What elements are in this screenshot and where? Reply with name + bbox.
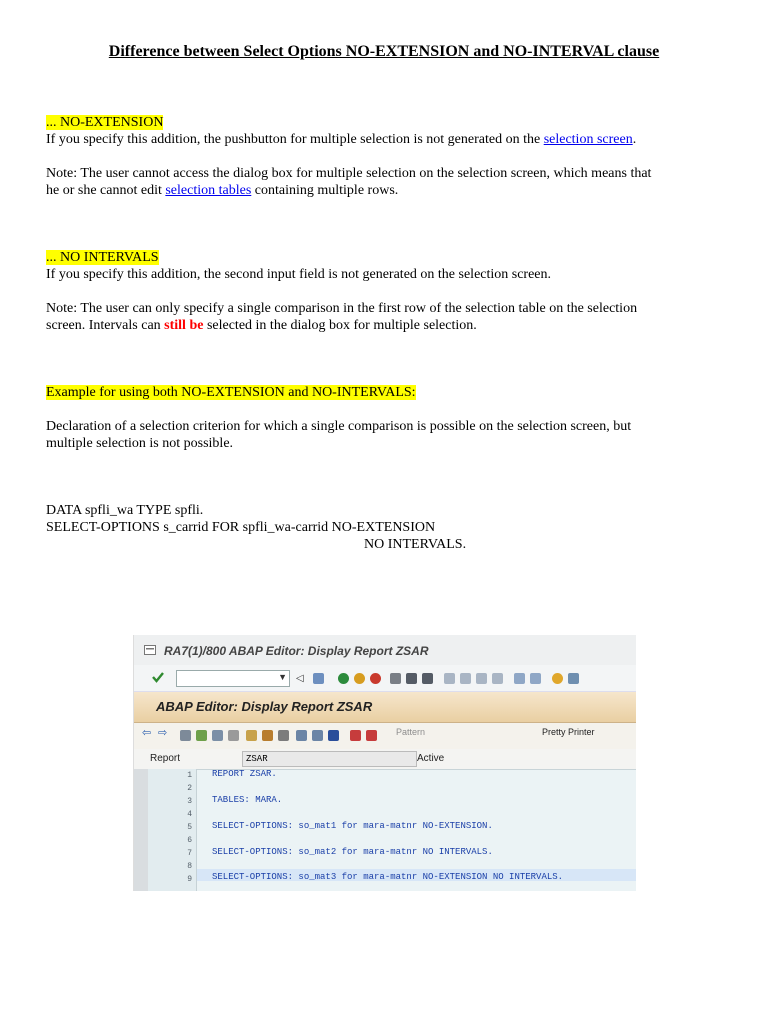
- info-icon[interactable]: [328, 730, 339, 741]
- object-list-icon[interactable]: [296, 730, 307, 741]
- print-icon[interactable]: [390, 673, 401, 684]
- code-example-line1: DATA spfli_wa TYPE spfli.: [46, 503, 204, 518]
- code-line: SELECT-OPTIONS: so_mat2 for mara-matnr NO INTERVALS.: [212, 847, 493, 857]
- no-extension-note-line1: Note: The user cannot access the dialog box for multiple selection on the selection screen, which means that: [46, 166, 652, 181]
- no-intervals-heading: ... NO INTERVALS: [46, 250, 159, 265]
- report-label: Report: [150, 753, 181, 764]
- no-extension-heading: ... NO-EXTENSION: [46, 115, 164, 130]
- pattern-button[interactable]: Pattern: [396, 727, 426, 737]
- line-number: 3: [187, 797, 192, 806]
- first-page-icon[interactable]: [444, 673, 455, 684]
- code-line: TABLES: MARA.: [212, 795, 283, 805]
- find-next-icon[interactable]: [422, 673, 433, 684]
- no-intervals-note-line2: [46, 317, 736, 334]
- back-arrow-icon[interactable]: ◁: [296, 673, 304, 684]
- example-heading: Example for using both NO-EXTENSION and NO-INTERVALS:: [46, 385, 416, 400]
- line-number: 9: [187, 875, 192, 884]
- line-number: 5: [187, 823, 192, 832]
- window-menu-icon[interactable]: [144, 645, 156, 655]
- example-heading-row: [46, 384, 736, 401]
- still-be-emphasis: still be: [164, 318, 204, 333]
- line-number: 6: [187, 836, 192, 845]
- pretty-printer-button[interactable]: Pretty Printer: [542, 727, 595, 737]
- breakpoint-icon[interactable]: [350, 730, 361, 741]
- arrow-right-icon[interactable]: ⇨: [158, 727, 168, 739]
- no-extension-note-text: he or she cannot edit: [46, 183, 166, 198]
- where-used-icon[interactable]: [278, 730, 289, 741]
- code-line: SELECT-OPTIONS: so_mat1 for mara-matnr NO-EXTENSION.: [212, 821, 493, 831]
- sap-abap-editor-screenshot: [133, 635, 636, 891]
- document-title: Difference between Select Options NO-EXTENSION and NO-INTERVAL clause: [108, 43, 660, 60]
- code-line: REPORT ZSAR.: [212, 769, 277, 779]
- last-page-icon[interactable]: [492, 673, 503, 684]
- no-extension-desc-text: If you specify this addition, the pushbutton for multiple selection is not generated on the: [46, 132, 544, 147]
- chevron-down-icon[interactable]: ▼: [278, 672, 287, 682]
- no-extension-note-line2: [46, 182, 736, 199]
- previous-page-icon[interactable]: [460, 673, 471, 684]
- no-extension-desc-end: .: [632, 132, 637, 147]
- activate-icon[interactable]: [246, 730, 257, 741]
- line-number: 4: [187, 810, 192, 819]
- no-extension-heading-row: [46, 114, 736, 131]
- command-field[interactable]: [176, 670, 290, 687]
- report-name-field[interactable]: ZSAR: [242, 751, 417, 767]
- code-example-line2: SELECT-OPTIONS s_carrid FOR spfli_wa-carrid NO-EXTENSION: [46, 520, 436, 535]
- editor-left-bar: [134, 769, 148, 891]
- line-number: 2: [187, 784, 192, 793]
- display-change-icon[interactable]: [180, 730, 191, 741]
- no-intervals-note-end: selected in the dialog box for multiple selection.: [203, 318, 477, 333]
- test-icon[interactable]: [262, 730, 273, 741]
- code-example-line3: NO INTERVALS.: [364, 537, 467, 552]
- no-intervals-heading-row: [46, 249, 736, 266]
- line-number: 1: [187, 771, 192, 780]
- code-line: SELECT-OPTIONS: so_mat3 for mara-matnr NO-EXTENSION NO INTERVALS.: [212, 872, 564, 882]
- help-icon[interactable]: [552, 673, 563, 684]
- selection-tables-link[interactable]: selection tables: [165, 183, 252, 198]
- no-extension-description: [46, 131, 736, 148]
- enter-check-icon[interactable]: [152, 671, 164, 683]
- line-number: 7: [187, 849, 192, 858]
- new-session-icon[interactable]: [514, 673, 525, 684]
- find-icon[interactable]: [406, 673, 417, 684]
- line-number: 8: [187, 862, 192, 871]
- no-intervals-note-line1: Note: The user can only specify a single comparison in the first row of the selection table on the selection: [46, 301, 638, 316]
- no-extension-note-end: containing multiple rows.: [251, 183, 399, 198]
- layout-menu-icon[interactable]: [568, 673, 579, 684]
- session-breakpoint-icon[interactable]: [366, 730, 377, 741]
- selection-screen-link[interactable]: selection screen: [543, 132, 633, 147]
- check-icon[interactable]: [228, 730, 239, 741]
- status-label: Active: [417, 753, 445, 764]
- no-intervals-note-text: screen. Intervals can: [46, 318, 165, 333]
- other-object-icon[interactable]: [212, 730, 223, 741]
- navigation-window-icon[interactable]: [312, 730, 323, 741]
- arrow-left-icon[interactable]: ⇦: [142, 727, 152, 739]
- example-description-line1: Declaration of a selection criterion for which a single comparison is possible on the selection screen, but: [46, 419, 632, 434]
- sap-window-title: RA7(1)/800 ABAP Editor: Display Report ZSAR: [164, 644, 429, 658]
- save-icon[interactable]: [313, 673, 324, 684]
- back-icon[interactable]: [338, 673, 349, 684]
- no-intervals-description: If you specify this addition, the second input field is not generated on the selection screen.: [46, 267, 552, 282]
- shortcut-icon[interactable]: [530, 673, 541, 684]
- active-inactive-icon[interactable]: [196, 730, 207, 741]
- sap-screen-title: ABAP Editor: Display Report ZSAR: [156, 699, 373, 714]
- cancel-icon[interactable]: [370, 673, 381, 684]
- example-description-line2: multiple selection is not possible.: [46, 436, 234, 451]
- next-page-icon[interactable]: [476, 673, 487, 684]
- exit-icon[interactable]: [354, 673, 365, 684]
